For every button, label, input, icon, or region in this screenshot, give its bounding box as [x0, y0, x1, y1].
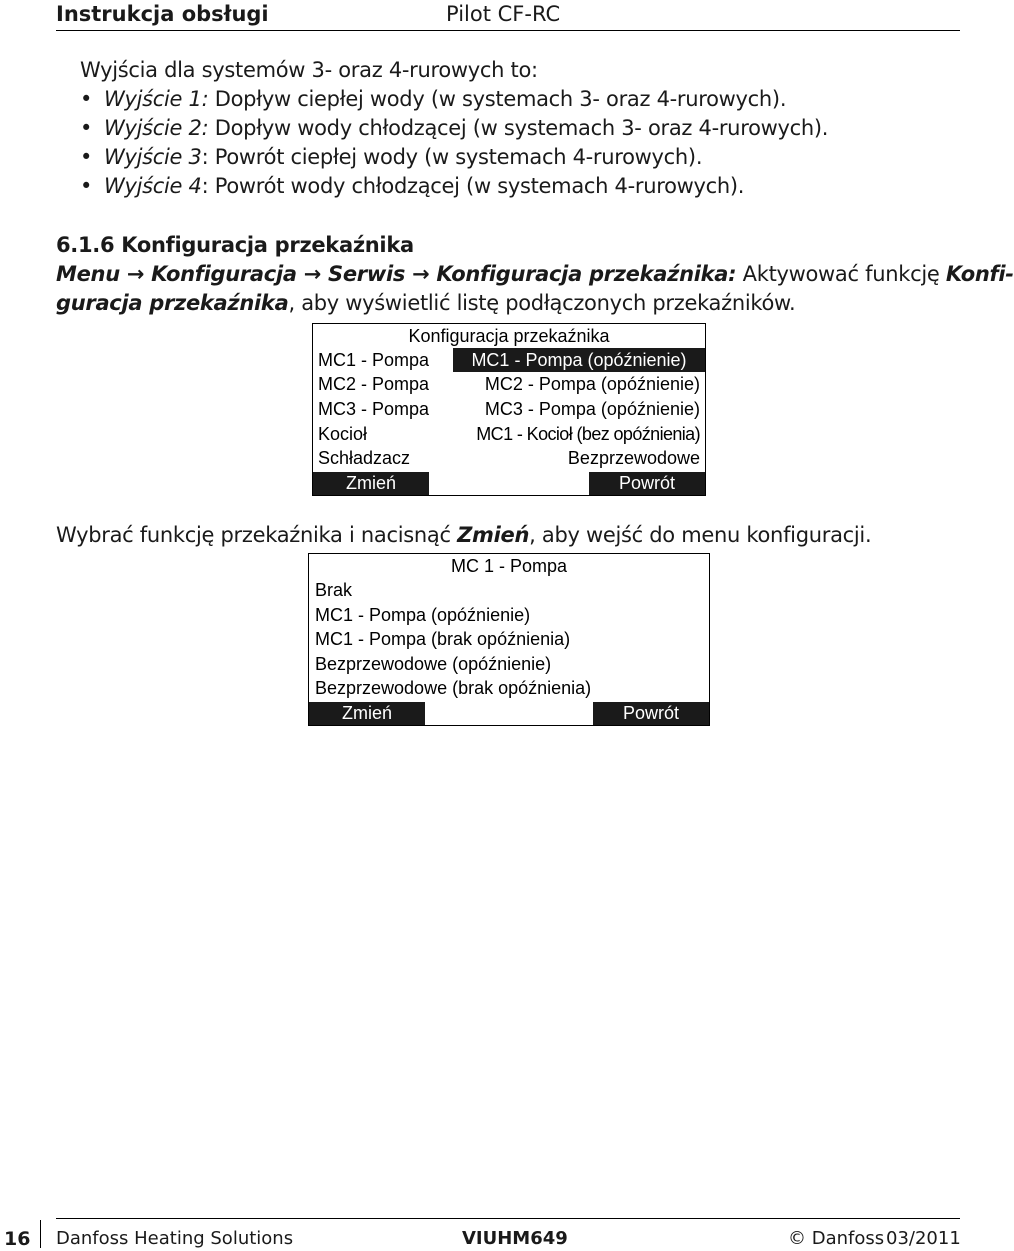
relay-config-screen — [312, 323, 706, 496]
header-divider — [56, 30, 960, 31]
section-paragraph: Menu → Konfiguracja → Serwis → Konfiguracja przekaźnika: Aktywować funkcję Konfi- — [56, 262, 1014, 286]
output-label: Wyjście 2: — [104, 116, 209, 140]
output-label: Wyjście 4 — [104, 174, 202, 198]
header-title: Instrukcja obsługi — [56, 2, 269, 26]
option-item[interactable]: MC1 - Pompa (opóźnienie) — [315, 605, 531, 625]
output-item — [80, 172, 828, 201]
bullet-icon: • — [80, 116, 93, 140]
change-button[interactable]: Zmień — [313, 472, 429, 495]
bullet-icon: • — [80, 87, 93, 111]
outputs-intro: Wyjścia dla systemów 3- oraz 4-rurowych to: — [80, 58, 538, 82]
output-item — [80, 85, 828, 114]
screen-title: Konfiguracja przekaźnika — [408, 326, 610, 346]
outputs-section — [80, 56, 828, 201]
option-item[interactable]: Bezprzewodowe (opóźnienie) — [315, 654, 552, 674]
output-label: Wyjście 1: — [104, 87, 209, 111]
footer-divider — [56, 1218, 960, 1219]
output-text: Dopływ wody chłodzącej (w systemach 3- oraz 4-rurowych). — [208, 116, 829, 140]
back-button[interactable]: Powrót — [589, 472, 705, 495]
section-paragraph-cont: guracja przekaźnika, aby wyświetlić listę podłączonych przekaźników. — [56, 291, 796, 315]
screen-title: MC 1 - Pompa — [450, 556, 568, 576]
section-heading: 6.1.6 Konfiguracja przekaźnika — [56, 233, 414, 257]
relay-function-selected[interactable]: MC1 - Pompa (opóźnienie) — [453, 348, 705, 372]
relay-function[interactable]: Bezprzewodowe — [567, 448, 700, 468]
relay-function[interactable]: MC3 - Pompa (opóźnienie) — [484, 399, 700, 419]
output-text: Dopływ ciepłej wody (w systemach 3- oraz 4-rurowych). — [208, 87, 787, 111]
relay-function[interactable]: MC2 - Pompa (opóźnienie) — [484, 374, 700, 394]
relay-label: MC2 - Pompa — [318, 374, 430, 394]
output-label: Wyjście 3 — [104, 145, 202, 169]
output-item — [80, 114, 828, 143]
footer-separator — [40, 1220, 41, 1248]
page-number: 16 — [4, 1228, 31, 1250]
bullet-icon: • — [80, 174, 93, 198]
menu-path: Menu → Konfiguracja → Serwis → Konfiguracja przekaźnika: — [56, 262, 737, 286]
footer-copyright: © Danfoss — [788, 1228, 885, 1249]
bullet-icon: • — [80, 145, 93, 169]
output-text: : Powrót wody chłodzącej (w systemach 4-rurowych). — [201, 174, 745, 198]
pump-config-screen — [308, 553, 710, 726]
change-button[interactable]: Zmień — [309, 702, 425, 725]
output-text: : Powrót ciepłej wody (w systemach 4-rurowych). — [201, 145, 703, 169]
relay-label: MC3 - Pompa — [318, 399, 430, 419]
back-button[interactable]: Powrót — [593, 702, 709, 725]
after-paragraph: Wybrać funkcję przekaźnika i nacisnąć Zmień, aby wejść do menu konfiguracji. — [56, 523, 872, 547]
output-item — [80, 143, 828, 172]
footer-company: Danfoss Heating Solutions — [56, 1228, 294, 1249]
option-item[interactable]: Bezprzewodowe (brak opóźnienia) — [315, 678, 592, 698]
relay-config-section — [56, 231, 1014, 318]
option-item[interactable]: MC1 - Pompa (brak opóźnienia) — [315, 629, 571, 649]
option-item[interactable]: Brak — [315, 580, 353, 600]
relay-label: Kocioł — [318, 424, 368, 444]
relay-label: MC1 - Pompa — [318, 350, 430, 370]
header-subtitle: Pilot CF-RC — [446, 2, 561, 26]
footer-date: 03/2011 — [886, 1228, 961, 1249]
footer-code: VIUHM649 — [462, 1228, 568, 1249]
relay-function[interactable]: MC1 - Kocioł (bez opóźnienia) — [476, 424, 700, 444]
relay-label: Schładzacz — [318, 448, 411, 468]
